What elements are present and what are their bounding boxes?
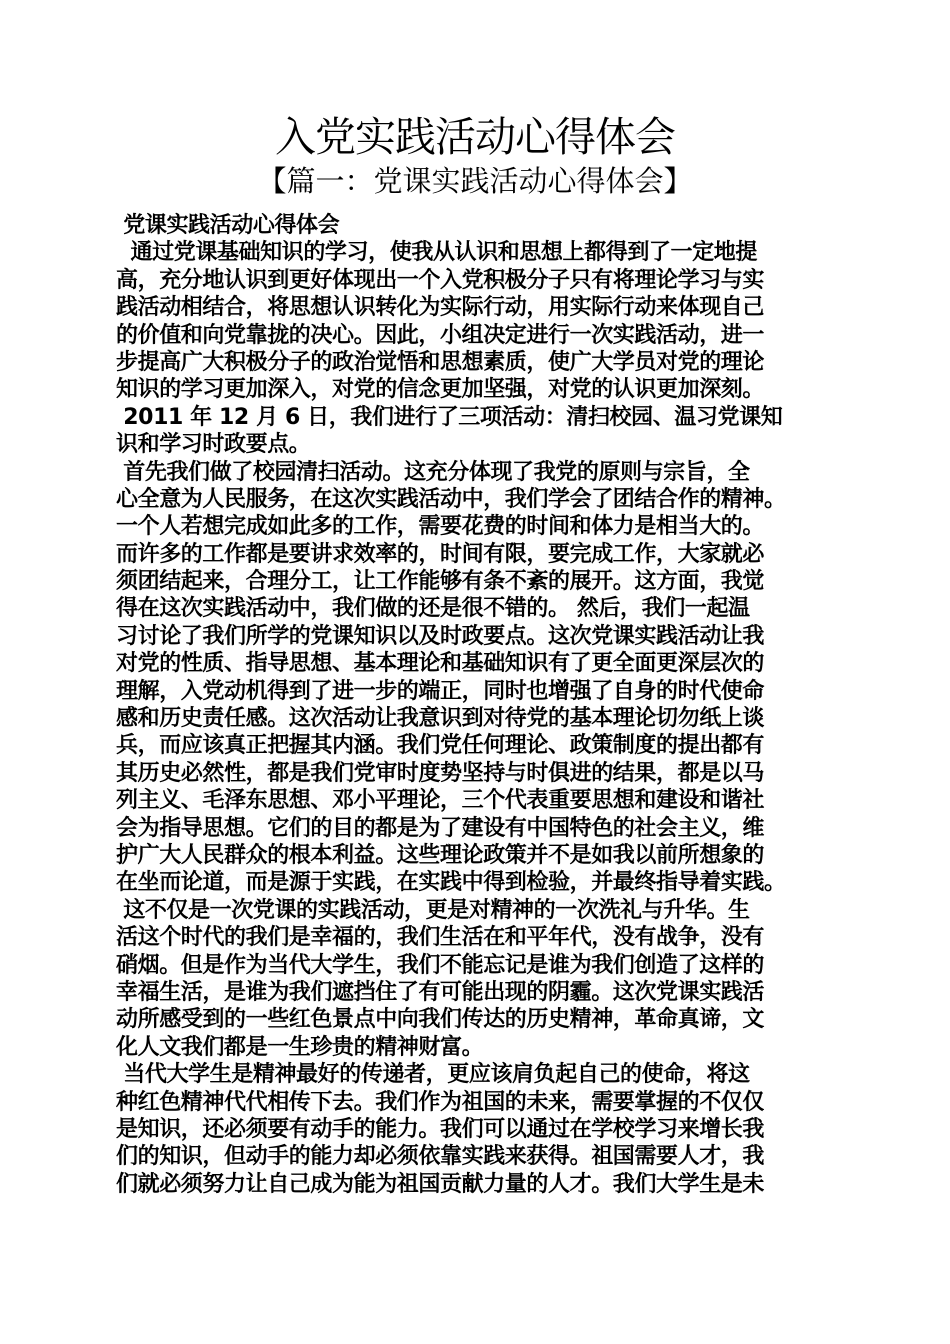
text-line: 这不仅是一次党课的实践活动，更是对精神的一次洗礼与升华。生 (116, 897, 750, 923)
text-line: 列主义、毛泽东思想、邓小平理论，三个代表重要思想和建设和谐社 (116, 788, 765, 814)
text-line: 通过党课基础知识的学习，使我从认识和思想上都得到了一定地提 (116, 240, 757, 266)
text-line: 其历史必然性，都是我们党审时度势坚持与时俱进的结果，都是以马 (116, 760, 765, 786)
text-line: 硝烟。但是作为当代大学生，我们不能忘记是谁为我们创造了这样的 (116, 952, 765, 978)
section-heading: 党课实践活动心得体会 (116, 213, 340, 238)
text-line: 知识的学习更加深入，对党的信念更加坚强，对党的认识更加深刻。 (116, 377, 765, 403)
text-line: 种红色精神代代相传下去。我们作为祖国的未来，需要掌握的不仅仅 (116, 1089, 765, 1115)
text-line: 们就必须努力让自己成为能为祖国贡献力量的人才。我们大学生是未 (116, 1171, 765, 1197)
text-line: 在坐而论道，而是源于实践，在实践中得到检验，并最终指导着实践。 (116, 870, 786, 896)
text-line: 得在这次实践活动中，我们做的还是很不错的。 然后，我们一起温 (116, 596, 750, 622)
text-line: 幸福生活，是谁为我们遮挡住了有可能出现的阴霾。这次党课实践活 (116, 979, 765, 1005)
text-line: 对党的性质、指导思想、基本理论和基础知识有了更全面更深层次的 (116, 651, 765, 677)
text-line: 是知识，还必须要有动手的能力。我们可以通过在学校学习来增长我 (116, 1116, 765, 1142)
text-line: 心全意为人民服务，在这次实践活动中，我们学会了团结合作的精神。 (116, 486, 786, 512)
text-line: 的价值和向党靠拢的决心。因此，小组决定进行一次实践活动，进一 (116, 322, 765, 348)
text-line: 2011 年 12 月 6 日，我们进行了三项活动：清扫校园、温习党课知 (116, 404, 783, 430)
text-line: 化人文我们都是一生珍贵的精神财富。 (116, 1034, 484, 1060)
text-line: 会为指导思想。它们的目的都是为了建设有中国特色的社会主义，维 (116, 815, 765, 841)
text-line: 兵，而应该真正把握其内涵。我们党任何理论、政策制度的提出都有 (116, 733, 765, 759)
text-line: 须团结起来，合理分工，让工作能够有条不紊的展开。这方面，我觉 (116, 569, 765, 595)
text-line: 理解，入党动机得到了进一步的端正，同时也增强了自身的时代使命 (116, 678, 765, 704)
text-line: 们的知识，但动手的能力却必须依靠实践来获得。祖国需要人才，我 (116, 1144, 765, 1170)
text-line: 护广大人民群众的根本利益。这些理论政策并不是如我以前所想象的 (116, 842, 765, 868)
text-line: 践活动相结合，将思想认识转化为实际行动，用实际行动来体现自己 (116, 295, 765, 321)
text-line: 高，充分地认识到更好体现出一个入党积极分子只有将理论学习与实 (116, 267, 765, 293)
text-line: 识和学习时政要点。 (116, 432, 311, 458)
text-line: 习讨论了我们所学的党课知识以及时政要点。这次党课实践活动让我 (116, 623, 765, 649)
text-line: 步提高广大积极分子的政治觉悟和思想素质，使广大学员对党的理论 (116, 349, 765, 375)
text-line: 而许多的工作都是要讲求效率的，时间有限，要完成工作，大家就必 (116, 541, 765, 567)
text-line: 一个人若想完成如此多的工作，需要花费的时间和体力是相当大的。 (116, 514, 765, 540)
document-subtitle: 【篇一：党课实践活动心得体会】 (257, 164, 693, 198)
document-body (116, 212, 856, 1198)
document-title: 入党实践活动心得体会 (275, 113, 675, 161)
text-line: 动所感受到的一些红色景点中向我们传达的历史精神，革命真谛，文 (116, 1007, 765, 1033)
text-line: 活这个时代的我们是幸福的，我们生活在和平年代，没有战争，没有 (116, 925, 765, 951)
text-line: 感和历史责任感。这次活动让我意识到对待党的基本理论切勿纸上谈 (116, 706, 765, 732)
text-line: 当代大学生是精神最好的传递者，更应该肩负起自己的使命，将这 (116, 1062, 750, 1088)
text-line: 首先我们做了校园清扫活动。这充分体现了我党的原则与宗旨，全 (116, 459, 750, 485)
